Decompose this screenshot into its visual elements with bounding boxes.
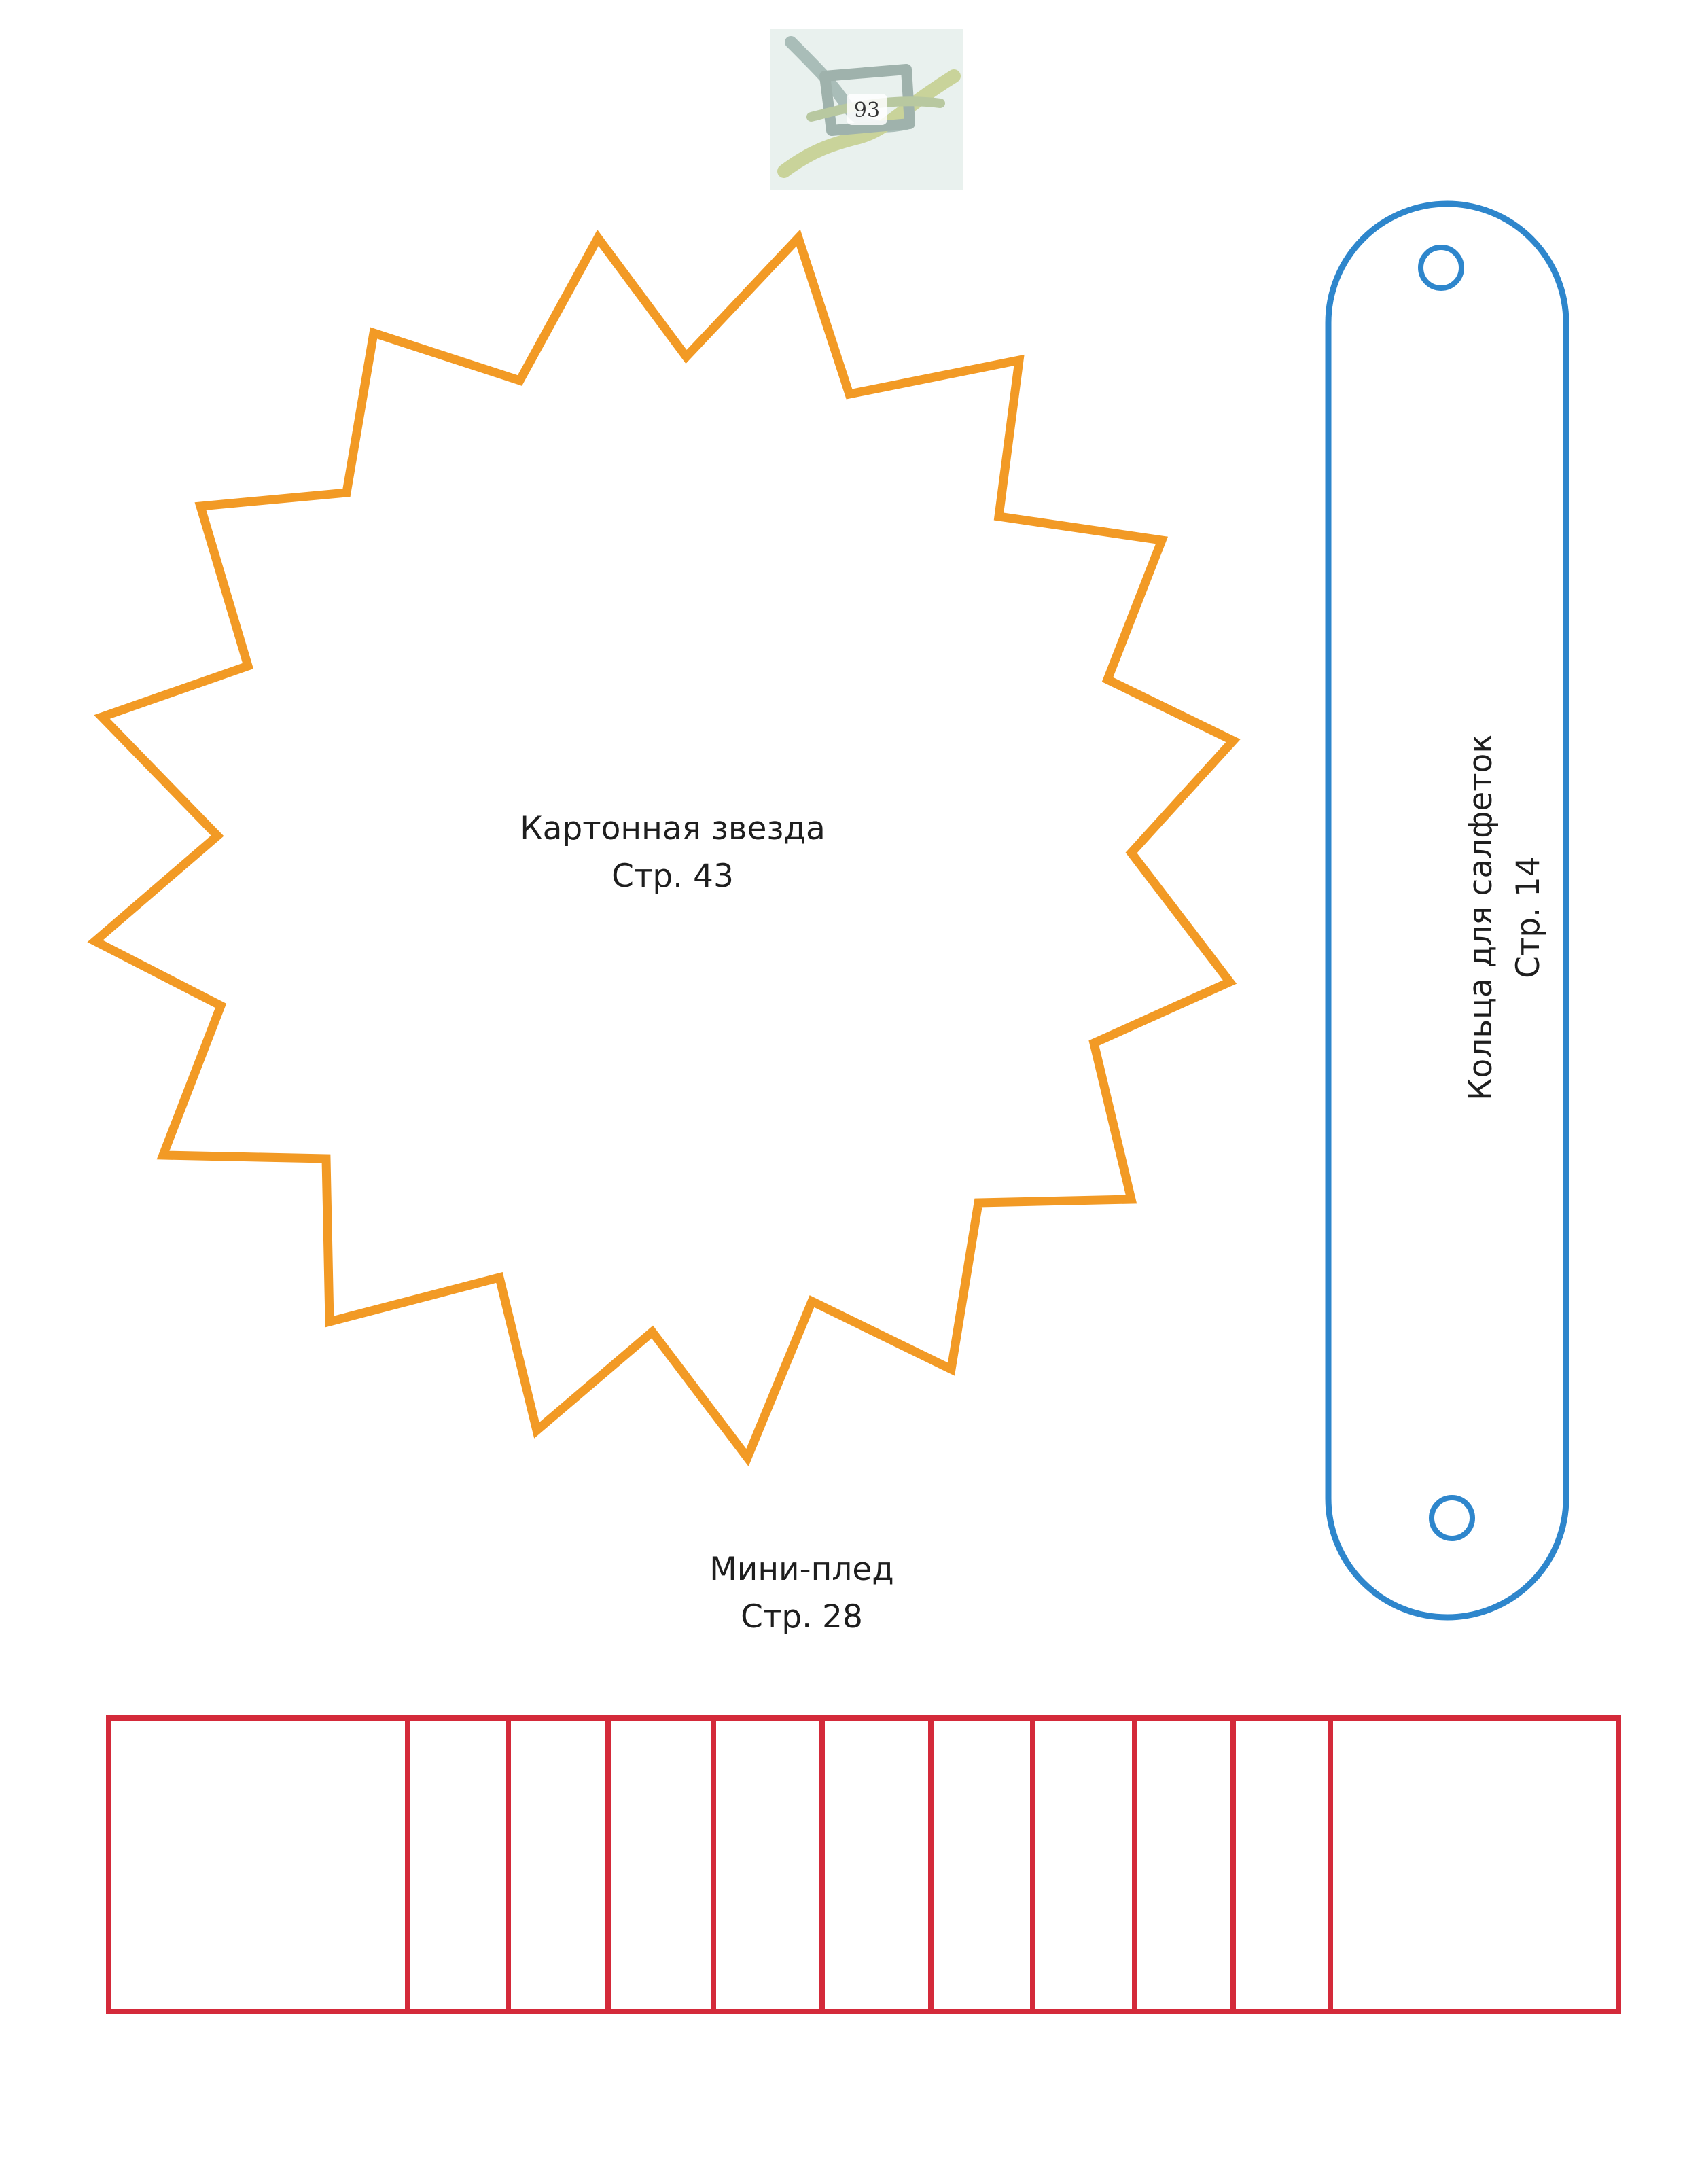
star-template-label	[462, 805, 883, 900]
mini-plaid-template-outline	[109, 1718, 1618, 2011]
star-template-title: Картонная звезда	[520, 810, 826, 847]
napkin-ring-hole-top	[1421, 247, 1461, 288]
napkin-ring-template-title: Кольца для салфеток	[1462, 734, 1500, 1101]
mini-plaid-template-title: Мини-плед	[709, 1551, 894, 1588]
napkin-ring-template-page-ref: Стр. 14	[1510, 856, 1547, 979]
mini-plaid-template-label	[632, 1546, 972, 1641]
mini-plaid-template-page-ref: Стр. 28	[741, 1598, 863, 1636]
napkin-ring-template-label	[1457, 666, 1553, 1169]
star-template-page-ref: Стр. 43	[611, 858, 734, 895]
page-number: 93	[853, 99, 881, 122]
napkin-ring-hole-bottom	[1432, 1498, 1472, 1538]
